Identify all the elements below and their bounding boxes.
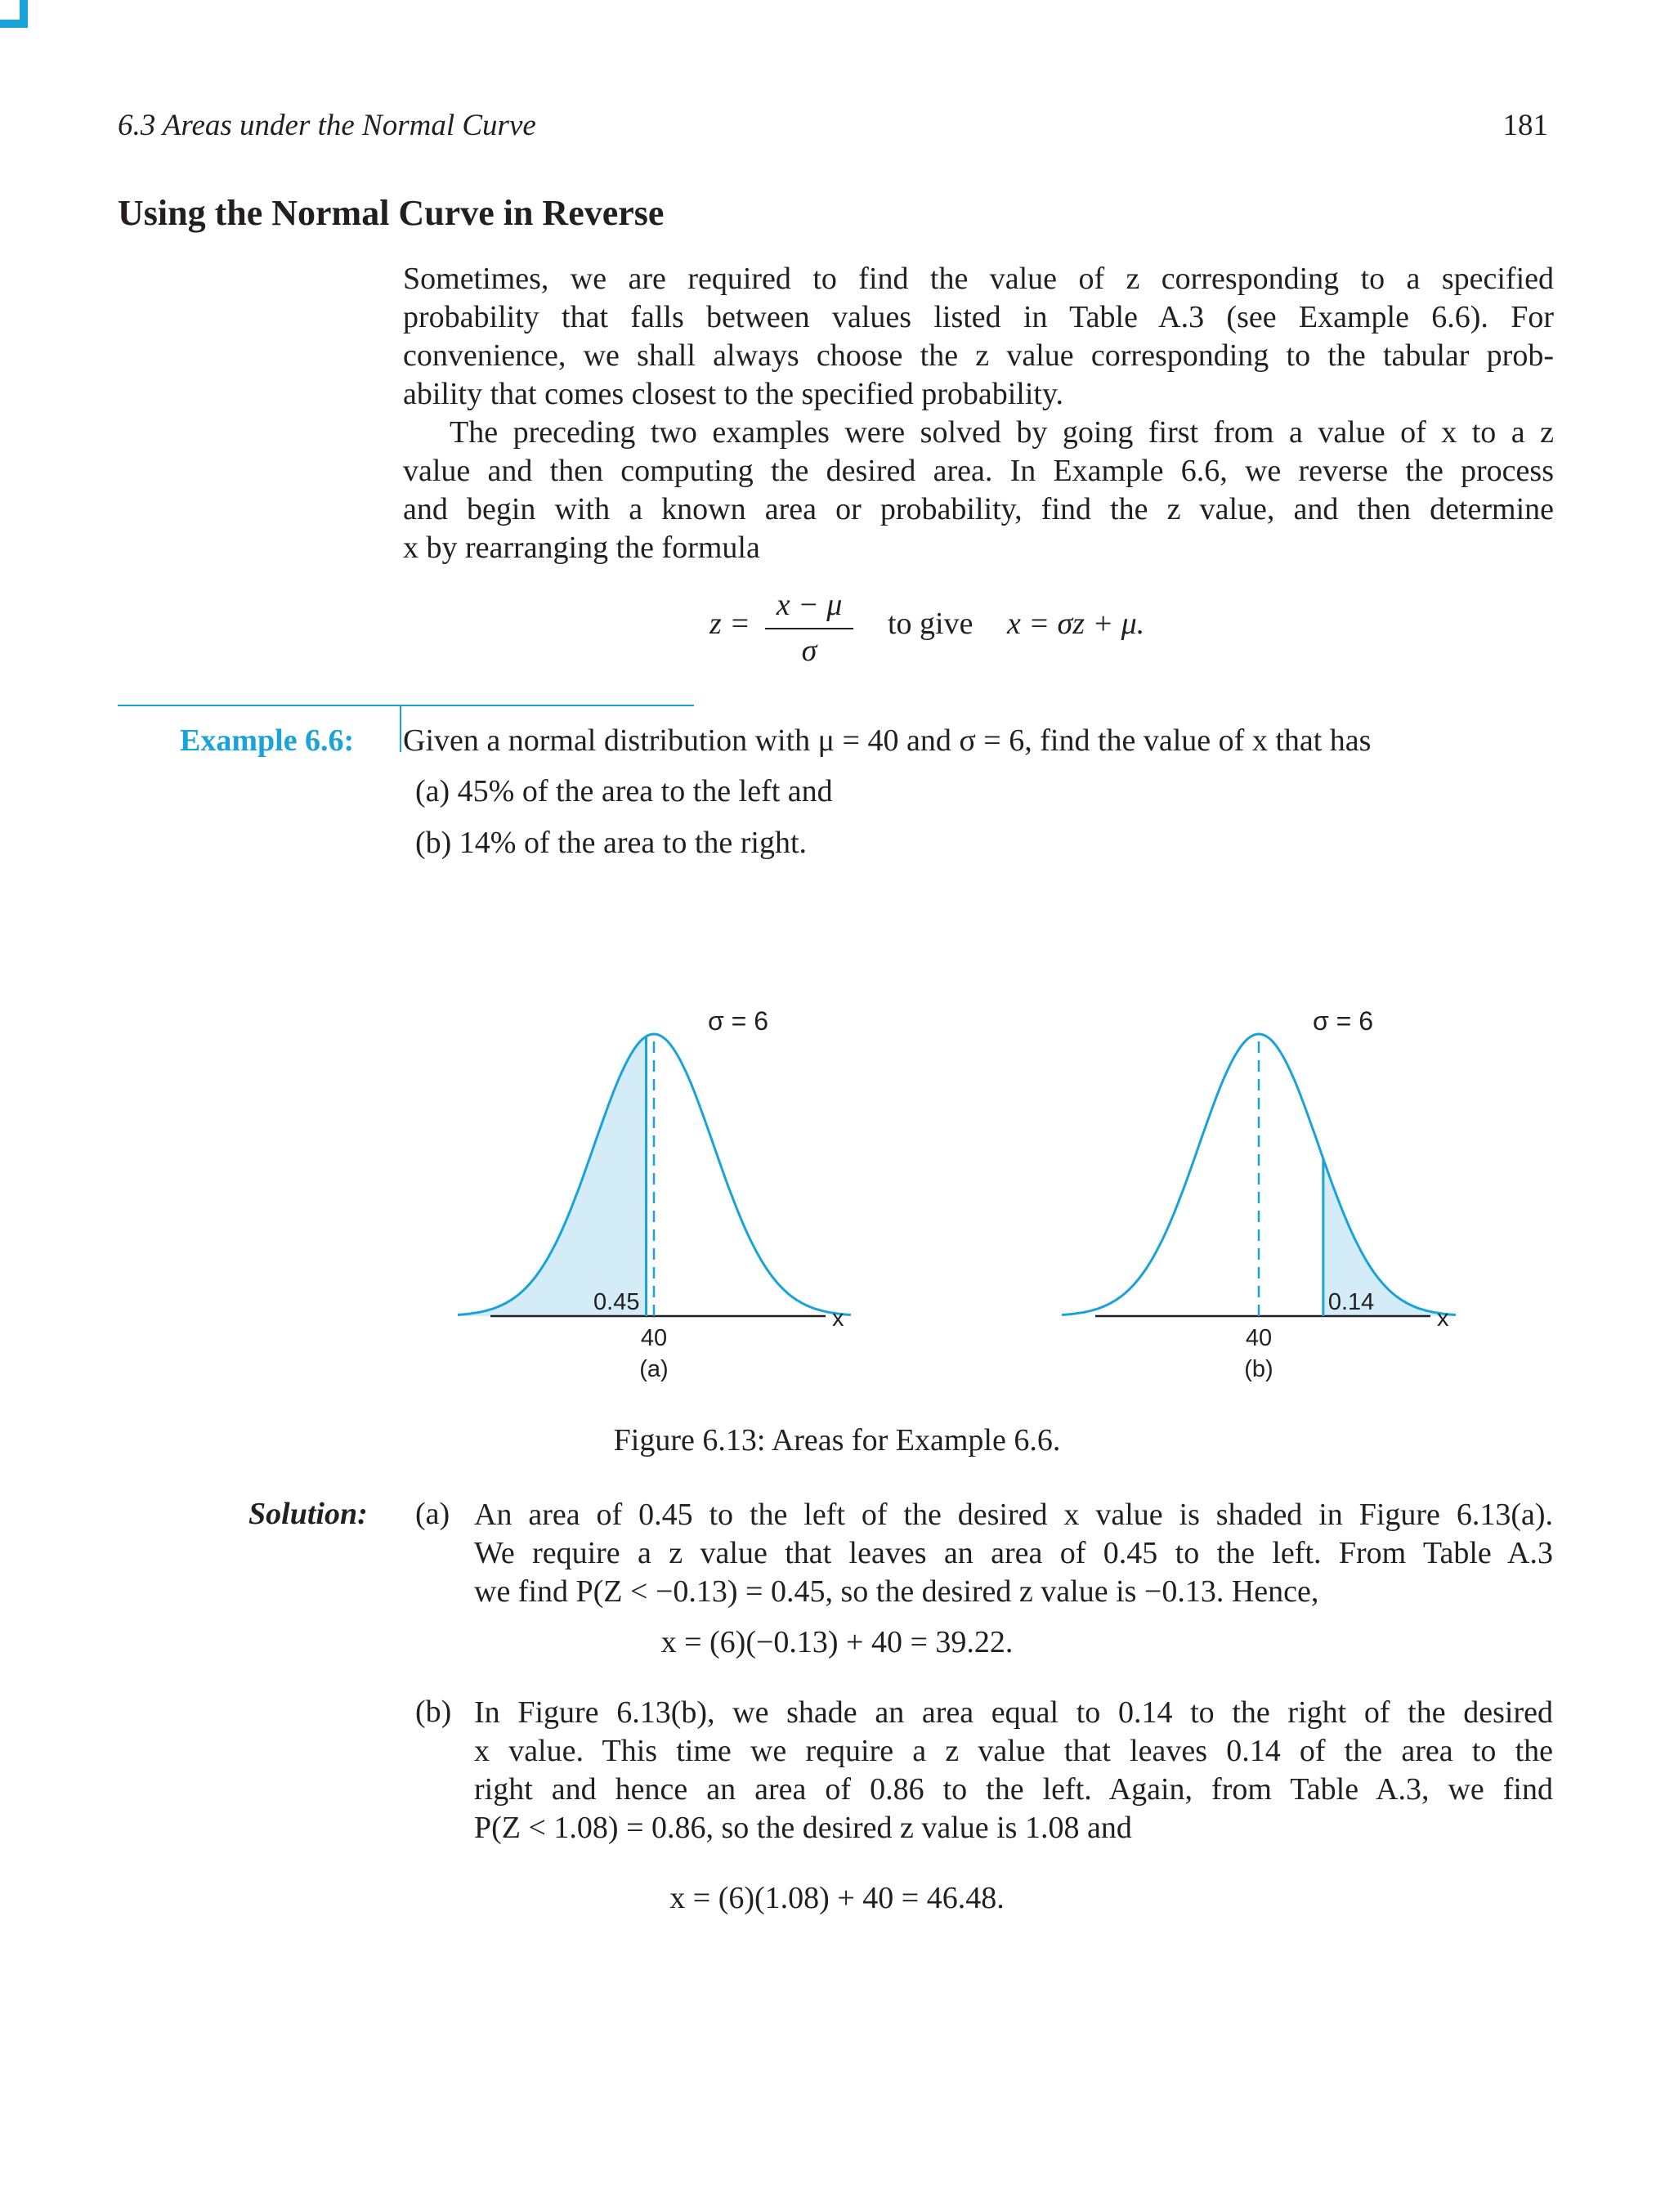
fraction-bar (765, 628, 853, 629)
example-bar (400, 706, 401, 752)
panel-a (458, 1006, 851, 1382)
text-line: x value. This time we require a z value that leaves 0.14 of the area to the (474, 1734, 1553, 1768)
text-line: we find P(Z < −0.13) = 0.45, so the desired z value is −0.13. Hence, (474, 1574, 1319, 1609)
text-line: x by rearranging the formula (403, 531, 760, 565)
formula-rhs: x = σz + μ. (1007, 607, 1145, 641)
solution-a-text (474, 1496, 1553, 1611)
text-line: and begin with a known area or probability, find the z value, and then determine (403, 492, 1554, 526)
example-part-a: (a) 45% of the area to the left and (415, 774, 833, 808)
text-line: ability that comes closest to the specified probability. (403, 377, 1064, 411)
panel-b (1062, 1006, 1456, 1382)
intro-paragraph-1 (403, 260, 1554, 414)
area-label-b: 0.14 (1327, 1289, 1375, 1315)
sigma-label-b: σ = 6 (1313, 1006, 1374, 1036)
example-statement: Given a normal distribution with μ = 40 and σ = 6, find the value of x that has (403, 723, 1372, 758)
example-rule (118, 705, 694, 706)
solution-b-text (474, 1694, 1553, 1847)
text-line: P(Z < 1.08) = 0.86, so the desired z value is 1.08 and (474, 1811, 1132, 1845)
mean-label-a: 40 (640, 1325, 668, 1351)
figure-caption: Figure 6.13: Areas for Example 6.6. (613, 1423, 1061, 1458)
formula-lhs: z = (709, 607, 750, 641)
solution-b-mark: (b) (415, 1695, 452, 1729)
normal-curves-figure (458, 916, 1488, 1406)
panel-label-b: (b) (1244, 1356, 1273, 1382)
intro-paragraph-2 (403, 414, 1554, 567)
solution-b-result: x = (6)(1.08) + 40 = 46.48. (669, 1881, 1005, 1915)
solution-a-result: x = (6)(−0.13) + 40 = 39.22. (660, 1625, 1014, 1659)
section-title: Using the Normal Curve in Reverse (118, 193, 665, 233)
example-label: Example 6.6: (180, 723, 355, 758)
area-label-a: 0.45 (593, 1289, 640, 1315)
formula-connector: to give (888, 607, 974, 641)
formula-numerator: x − μ (776, 588, 843, 622)
text-line: right and hence an area of 0.86 to the left. Again, from Table A.3, we find (474, 1772, 1553, 1807)
text-line: probability that falls between values listed in Table A.3 (see Example 6.6). For (403, 300, 1554, 334)
solution-label: Solution: (248, 1497, 368, 1531)
text-line: value and then computing the desired area. In Example 6.6, we reverse the process (403, 454, 1554, 488)
running-header: 6.3 Areas under the Normal Curve (118, 109, 536, 142)
formula-denominator: σ (801, 634, 817, 668)
text-line: Sometimes, we are required to find the value of z corresponding to a specified (403, 262, 1554, 296)
text-line: convenience, we shall always choose the z value corresponding to the tabular prob- (403, 338, 1554, 373)
text-line: In Figure 6.13(b), we shade an area equal to 0.14 to the right of the desired (474, 1695, 1553, 1730)
mean-label-b: 40 (1245, 1325, 1273, 1351)
example-part-b: (b) 14% of the area to the right. (415, 826, 808, 860)
sigma-label-a: σ = 6 (708, 1006, 769, 1036)
page-number: 181 (1502, 109, 1548, 142)
axis-label-a: x (832, 1305, 844, 1332)
text-line: An area of 0.45 to the left of the desired x value is shaded in Figure 6.13(a). (474, 1498, 1553, 1532)
solution-a-mark: (a) (415, 1497, 450, 1531)
axis-label-b: x (1437, 1305, 1449, 1332)
panel-label-a: (a) (639, 1356, 669, 1382)
text-line: The preceding two examples were solved by going first from a value of x to a z (450, 415, 1554, 450)
end-of-example-mark (0, 0, 28, 28)
text-line: We require a z value that leaves an area of 0.45 to the left. From Table A.3 (474, 1536, 1553, 1570)
